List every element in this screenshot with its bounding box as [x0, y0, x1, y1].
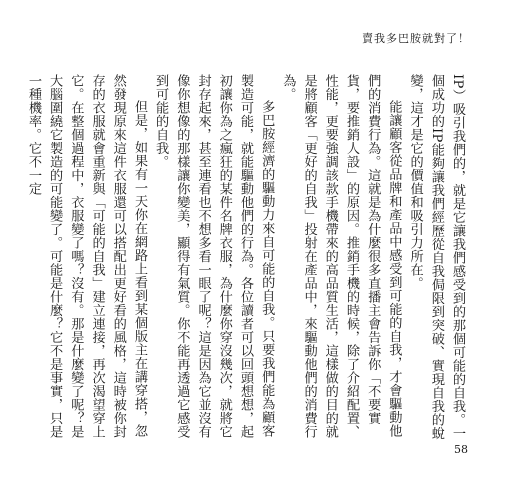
paragraph: 能讓顧客從品牌和產品中感受到可能的自我，才會驅動他們的消費行為。這就是為什麼很多直播主會告訴你「不要實貨，要推銷人設」的原因。推銷手機的時候，除了介紹配置、性能，更要強調該款手機帶來的高品質生活，這樣做的目的就是將顧客「更好的自我」投射在產品中，來驅動他們的消費行為。: [280, 74, 402, 439]
page-number: 58: [454, 443, 468, 456]
paragraph: 但是，如果有一天你在網路上看到某個版主在講穿搭，忽然發現原來這件衣服還可以搭配出更好看的風格，這時被你封存的衣服就會重新與「可能的自我」建立連接，再次渴望穿上它。在整個過程中，衣服變了嗎？沒有。那是什麼變了呢？是大腦圍繞它製造的可能變了。可能是什麼？它不是事實，只是一種機率。它不一定: [25, 74, 147, 439]
running-title: 賣我多巴胺就對了！: [362, 32, 470, 45]
paragraph: IP）吸引我們的，就是它讓我們感受到的那個可能的自我。一個成功的IP能夠讓我們經歷從自我侷限到突破、實現自我的蛻變，這才是它的價值和吸引力所在。: [407, 74, 465, 440]
paragraph: 多巴胺經濟的驅動力來自可能的自我。只要我們能為顧客製造可能，就能驅動他們的行為。各位讀者可以回頭想想，起初讓你為之瘋狂的某件名牌衣服，為什麼你穿沒幾次，就將它封存起來，甚至連看也不想多看一眼了呢？這是因為它並沒有像你想像的那樣讓你變美，顯得有氣質。你不能再透過它感受到可能的自我。: [153, 74, 275, 439]
body-text: [25, 74, 468, 444]
